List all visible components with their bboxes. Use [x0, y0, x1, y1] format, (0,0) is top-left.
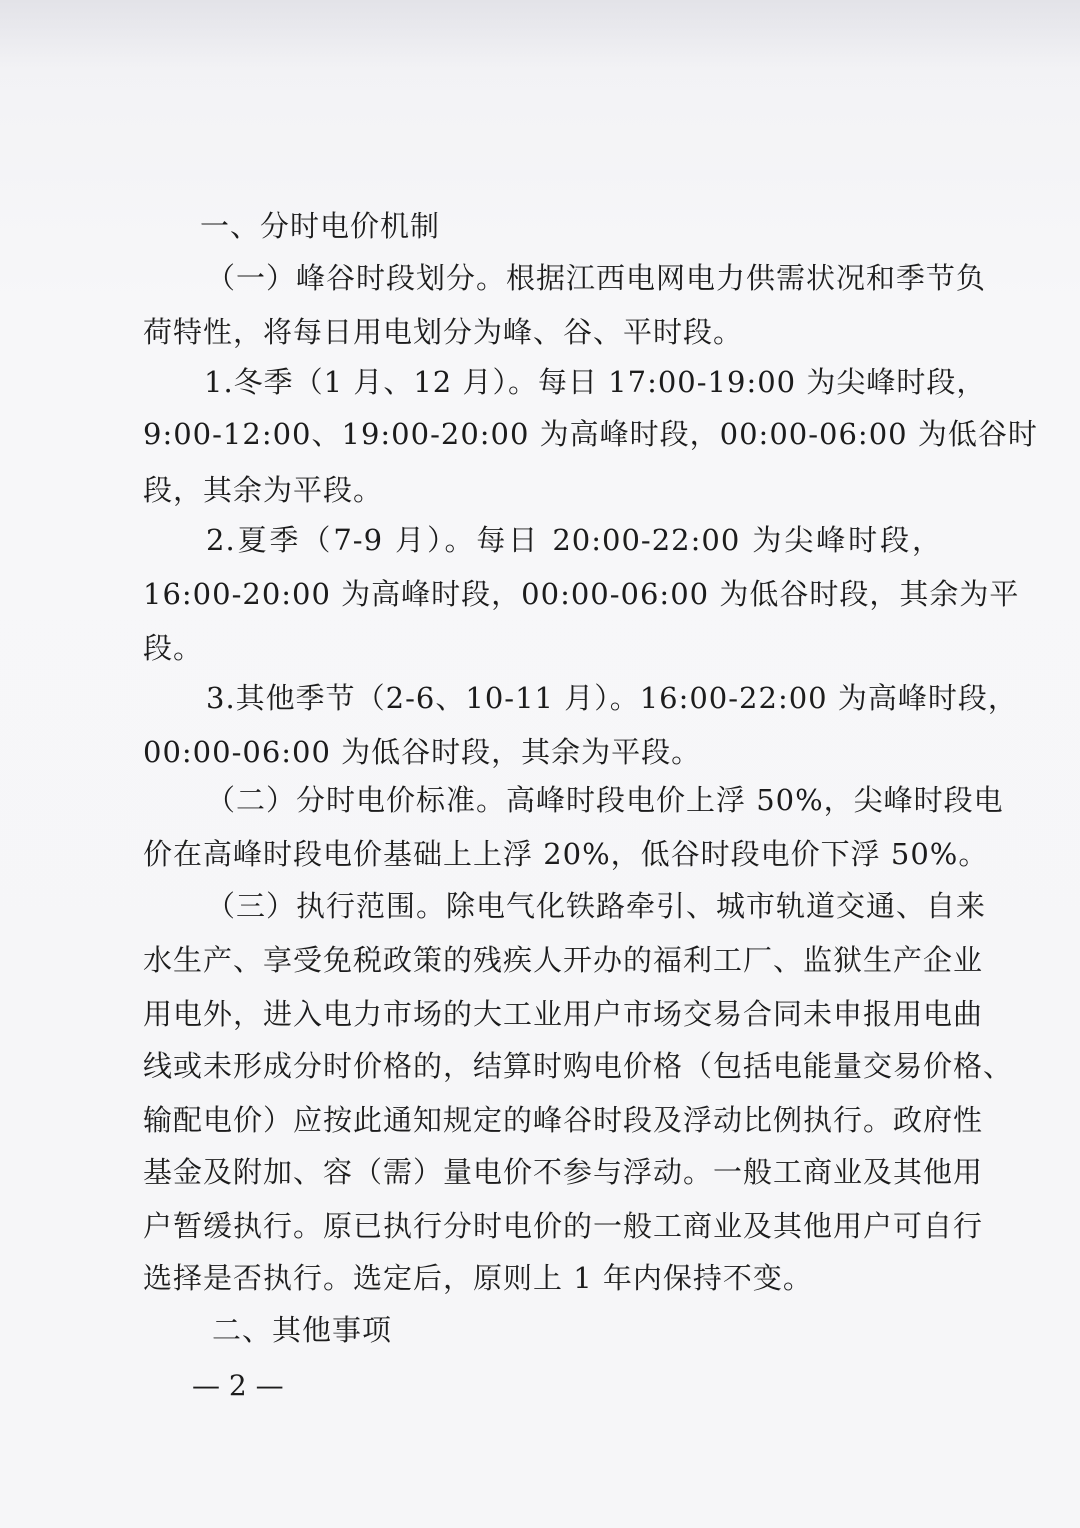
paragraph-line: 9:00-12:00、19:00-20:00 为高峰时段，00:00-06:00 为低谷时: [143, 417, 1038, 451]
section-heading-1: 一、分时电价机制: [200, 209, 441, 243]
paragraph-line: 段。: [143, 631, 204, 665]
paragraph-line: 户暂缓执行。原已执行分时电价的一般工商业及其他用户可自行: [143, 1209, 984, 1243]
page-number: — 2 —: [192, 1369, 284, 1402]
paragraph-line: 1.冬季（1 月、12 月）。每日 17:00-19:00 为尖峰时段，: [204, 365, 987, 399]
paragraph-line: 线或未形成分时价格的，结算时购电价格（包括电能量交易价格、: [143, 1049, 1014, 1083]
section-heading-2: 二、其他事项: [212, 1313, 393, 1347]
paragraph-line: 段，其余为平段。: [143, 473, 384, 507]
paragraph-line: 3.其他季节（2-6、10-11 月）。16:00-22:00 为高峰时段，: [206, 681, 1018, 715]
paragraph-line: 水生产、享受免税政策的残疾人开办的福利工厂、监狱生产企业: [143, 943, 984, 977]
paragraph-line: 基金及附加、容（需）量电价不参与浮动。一般工商业及其他用: [143, 1155, 984, 1189]
paragraph-line: 价在高峰时段电价基础上上浮 20%，低谷时段电价下浮 50%。: [143, 837, 989, 871]
paragraph-line: （一）峰谷时段划分。根据江西电网电力供需状况和季节负: [206, 261, 987, 295]
paragraph-line: 用电外，进入电力市场的大工业用户市场交易合同未申报用电曲: [143, 997, 984, 1031]
paragraph-line: 16:00-20:00 为高峰时段，00:00-06:00 为低谷时段，其余为平: [143, 577, 1020, 611]
paragraph-line: 荷特性，将每日用电划分为峰、谷、平时段。: [143, 315, 744, 349]
paragraph-line: （三）执行范围。除电气化铁路牵引、城市轨道交通、自来: [206, 889, 987, 923]
scan-edge-shadow: [0, 0, 1080, 70]
paragraph-line: 输配电价）应按此通知规定的峰谷时段及浮动比例执行。政府性: [143, 1103, 984, 1137]
paragraph-line: （二）分时电价标准。高峰时段电价上浮 50%，尖峰时段电: [206, 783, 1004, 817]
paragraph-line: 2.夏季（7-9 月）。每日 20:00-22:00 为尖峰时段，: [206, 523, 942, 557]
paragraph-line: 选择是否执行。选定后，原则上 1 年内保持不变。: [143, 1261, 813, 1295]
paragraph-line: 00:00-06:00 为低谷时段，其余为平段。: [143, 735, 702, 769]
